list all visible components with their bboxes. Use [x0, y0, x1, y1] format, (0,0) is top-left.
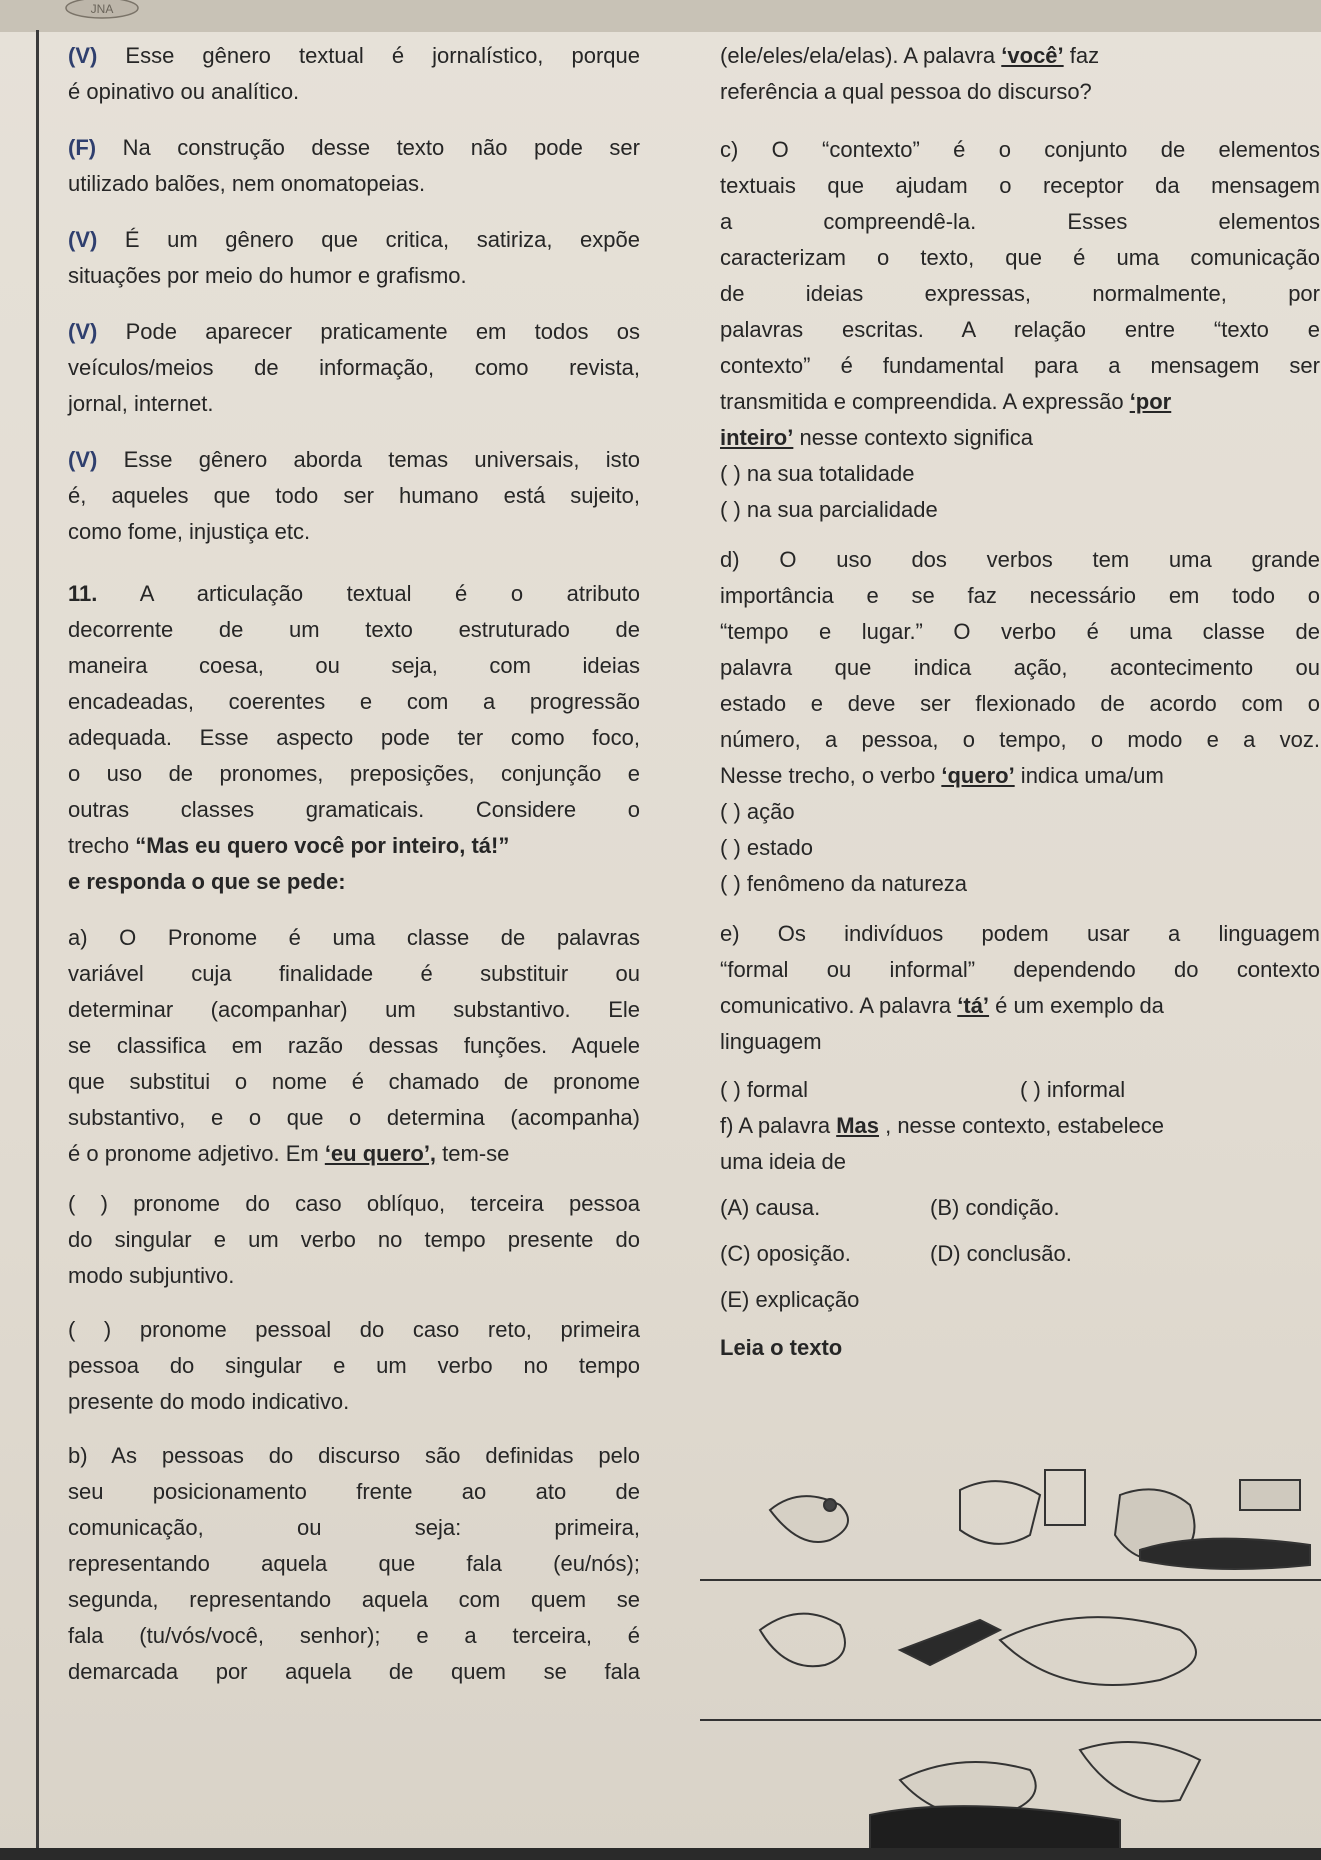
item-b-line: b) As pessoas do discurso são definidas pelo [68, 1443, 640, 1468]
text: comunicativo. A palavra [720, 993, 958, 1018]
item-d [720, 542, 1320, 902]
top-strip [0, 0, 1321, 32]
item-d-option-1[interactable]: ( ) ação [720, 799, 795, 824]
text: f) A palavra [720, 1113, 837, 1138]
option-line: ( ) pronome do caso oblíquo, terceira pessoa [68, 1191, 640, 1216]
item-f-option-c[interactable]: (C) oposição. [720, 1241, 851, 1266]
question-number: 11. [68, 581, 98, 606]
publisher-logo [62, 0, 182, 24]
item-d-line: importância e se faz necessário em todo o [720, 583, 1320, 608]
item-line [68, 130, 640, 166]
item-e-line: e) Os indivíduos podem usar a linguagem [720, 921, 1320, 946]
item-b-continuation [720, 38, 1320, 110]
item-c-option-2[interactable]: ( ) na sua parcialidade [720, 497, 938, 522]
trecho-prefix: trecho [68, 833, 136, 858]
item-f-option-a[interactable]: (A) causa. [720, 1195, 821, 1220]
item-c-line: textuais que ajudam o receptor da mensagem [720, 173, 1320, 198]
item-b-line: segunda, representando aquela com quem se [68, 1587, 640, 1612]
item-line [68, 442, 640, 478]
item-e [720, 916, 1320, 1108]
item-d-line: “tempo e lugar.” O verbo é uma classe de [720, 619, 1320, 644]
voce-highlight: ‘você’ [1001, 43, 1064, 68]
item-a-option-2[interactable] [68, 1312, 640, 1420]
item-c [720, 132, 1320, 528]
item-d-line: estado e deve ser flexionado de acordo com o [720, 691, 1320, 716]
item-line [68, 166, 640, 202]
item-d-line: número, a pessoa, o tempo, o modo e a voz. [720, 727, 1320, 752]
q11-line: o uso de pronomes, preposições, conjunção e [68, 761, 640, 786]
q11-line: outras classes gramaticais. Considere o [68, 797, 640, 822]
option-line: presente do modo indicativo. [68, 1389, 350, 1414]
item-a-line: se classifica em razão dessas funções. Aquele [68, 1033, 640, 1058]
item-c-line: a compreendê-la. Esses elementos [720, 209, 1320, 234]
item-text: é opinativo ou analítico. [68, 79, 300, 104]
q11-instruction: e responda o que se pede: [68, 869, 346, 894]
item-c-line: caracterizam o texto, que é uma comunicação [720, 245, 1320, 270]
item-text: jornal, internet. [68, 391, 214, 416]
item-line [68, 478, 640, 514]
item-e-line: “formal ou informal” dependendo do contexto [720, 957, 1320, 982]
true-false-item [68, 314, 640, 422]
por-inteiro-highlight: ‘por [1129, 389, 1172, 414]
text: é um exemplo da [989, 993, 1164, 1018]
item-f [720, 1108, 1320, 1318]
item-line [68, 38, 640, 74]
option-line: ( ) pronome pessoal do caso reto, primeira [68, 1317, 640, 1342]
true-false-item [68, 222, 640, 294]
true-false-item [68, 38, 640, 110]
previous-question-items [68, 38, 640, 550]
item-text: Na construção desse texto não pode ser [122, 135, 640, 160]
mas-highlight: Mas [836, 1113, 879, 1138]
item-a-line: que substitui o nome é chamado de pronome [68, 1069, 640, 1094]
option-line: modo subjuntivo. [68, 1263, 235, 1288]
ta-highlight: ‘tá’ [957, 993, 990, 1018]
text: (ele/eles/ela/elas). A palavra [720, 43, 1002, 68]
item-c-line: palavras escritas. A relação entre “texto e [720, 317, 1320, 342]
read-text-title: Leia o texto [720, 1335, 843, 1360]
item-a-line: determinar (acompanhar) um substantivo. Ele [68, 997, 640, 1022]
item-b [68, 1438, 640, 1690]
item-f-option-d[interactable]: (D) conclusão. [930, 1241, 1072, 1266]
text: indica uma/um [1014, 763, 1164, 788]
item-line [68, 514, 640, 550]
right-column [720, 38, 1320, 1366]
item-c-option-1[interactable]: ( ) na sua totalidade [720, 461, 915, 486]
item-line [68, 350, 640, 386]
item-line [68, 222, 640, 258]
answer-mark[interactable]: (V) [68, 43, 98, 68]
item-line [68, 258, 640, 294]
item-text: Esse gênero aborda temas universais, isto [123, 447, 640, 472]
item-a-last-prefix: é o pronome adjetivo. Em [68, 1141, 325, 1166]
question-11 [68, 576, 640, 900]
item-e-option-informal[interactable]: ( ) informal [1020, 1077, 1126, 1102]
item-b-line: comunicação, ou seja: primeira, [68, 1515, 640, 1540]
text: referência a qual pessoa do discurso? [720, 79, 1092, 104]
item-b-line: demarcada por aquela de quem se fala [68, 1659, 640, 1684]
item-f-option-e[interactable]: (E) explicação [720, 1287, 860, 1312]
item-c-line: de ideias expressas, normalmente, por [720, 281, 1320, 306]
answer-mark[interactable]: (V) [68, 319, 98, 344]
option-line: pessoa do singular e um verbo no tempo [68, 1353, 640, 1378]
item-line [68, 386, 640, 422]
item-a-line: substantivo, e o que o determina (acompanha) [68, 1105, 640, 1130]
item-d-option-3[interactable]: ( ) fenômeno da natureza [720, 871, 968, 896]
true-false-item [68, 442, 640, 550]
por-inteiro-highlight: inteiro’ [720, 425, 794, 450]
item-text: É um gênero que critica, satiriza, expõe [124, 227, 640, 252]
item-text: Pode aparecer praticamente em todos os [125, 319, 640, 344]
page-bottom-edge [0, 1848, 1321, 1860]
item-e-option-formal[interactable]: ( ) formal [720, 1077, 808, 1102]
item-a-last-suffix: tem-se [436, 1141, 510, 1166]
trecho-quote: “Mas eu quero você por inteiro, tá!” [135, 833, 510, 858]
item-c-line: contexto” é fundamental para a mensagem ser [720, 353, 1320, 378]
true-false-item [68, 130, 640, 202]
item-b-line: fala (tu/vós/você, senhor); e a terceira, é [68, 1623, 640, 1648]
q11-line: decorrente de um texto estruturado de [68, 617, 640, 642]
text: nesse contexto significa [793, 425, 1034, 450]
item-d-line: d) O uso dos verbos tem uma grande [720, 547, 1320, 572]
item-d-line: palavra que indica ação, acontecimento ou [720, 655, 1320, 680]
item-f-option-b[interactable]: (B) condição. [930, 1195, 1060, 1220]
item-text: situações por meio do humor e grafismo. [68, 263, 467, 288]
eu-quero-highlight: ‘eu quero’, [324, 1141, 437, 1166]
q11-line: encadeadas, coerentes e com a progressão [68, 689, 640, 714]
item-text: utilizado balões, nem onomatopeias. [68, 171, 426, 196]
item-line [68, 314, 640, 350]
item-b-line: representando aquela que fala (eu/nós); [68, 1551, 640, 1576]
item-c-line: c) O “contexto” é o conjunto de elementos [720, 137, 1320, 162]
answer-mark[interactable]: (V) [68, 227, 98, 252]
text: linguagem [720, 1029, 822, 1054]
item-text: Esse gênero textual é jornalístico, porque [125, 43, 640, 68]
text: Nesse trecho, o verbo [720, 763, 942, 788]
text: faz [1063, 43, 1100, 68]
item-text: é, aqueles que todo ser humano está sujeito, [68, 483, 640, 508]
option-line: do singular e um verbo no tempo presente do [68, 1227, 640, 1252]
answer-mark[interactable]: (F) [68, 135, 97, 160]
item-d-option-2[interactable]: ( ) estado [720, 835, 813, 860]
item-a-line: variável cuja finalidade é substituir ou [68, 961, 640, 986]
answer-mark[interactable]: (V) [68, 447, 98, 472]
item-b-line: seu posicionamento frente ao ato de [68, 1479, 640, 1504]
text: uma ideia de [720, 1149, 846, 1174]
item-a-option-1[interactable] [68, 1186, 640, 1294]
text: transmitida e compreendida. A expressão [720, 389, 1130, 414]
svg-text:JNA: JNA [90, 2, 114, 16]
item-text: como fome, injustiça etc. [68, 519, 311, 544]
item-a [68, 920, 640, 1420]
left-column [68, 38, 640, 1690]
comic-strip-image [700, 1450, 1321, 1850]
q11-line: maneira coesa, ou seja, com ideias [68, 653, 640, 678]
item-line [68, 74, 640, 110]
q11-line: adequada. Esse aspecto pode ter como foco, [68, 725, 640, 750]
quero-highlight: ‘quero’ [941, 763, 1015, 788]
text: , nesse contexto, estabelece [878, 1113, 1164, 1138]
page-left-edge [36, 30, 39, 1860]
item-a-line: a) O Pronome é uma classe de palavras [68, 925, 640, 950]
item-text: veículos/meios de informação, como revista, [68, 355, 640, 380]
q11-line: A articulação textual é o atributo [139, 581, 640, 606]
